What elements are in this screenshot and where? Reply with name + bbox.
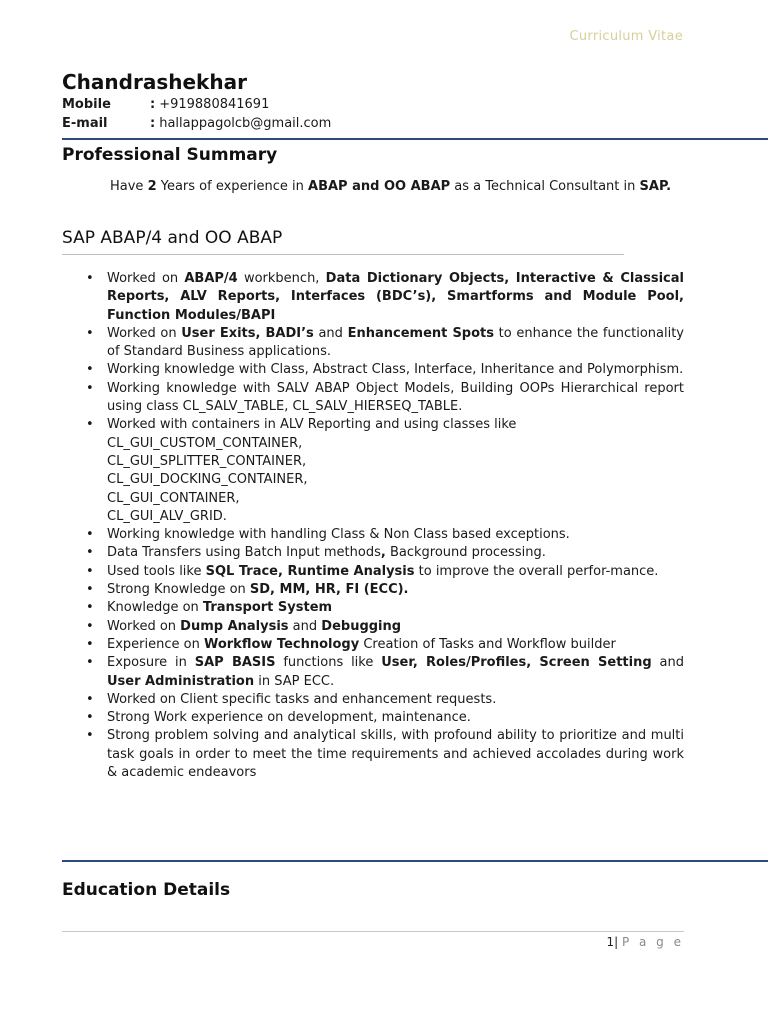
- sap-skills-list: [62, 270, 684, 782]
- mobile-value: +919880841691: [159, 97, 270, 112]
- skill-bullet: • Data Transfers using Batch Input methods, Background processing.: [62, 544, 684, 562]
- skill-bullet: • Strong Work experience on development, maintenance.: [62, 709, 684, 727]
- skill-bullet: • Worked on Client specific tasks and enhancement requests.: [62, 691, 684, 709]
- page-number: 1: [606, 935, 615, 949]
- skill-bullet: • Strong problem solving and analytical skills, with profound ability to prioritize and multi task goals in order to meet the time requirements and achieved accolades during work & academic endeavors: [62, 727, 684, 782]
- skill-bullet: • Working knowledge with handling Class & Non Class based exceptions.: [62, 526, 684, 544]
- professional-summary-heading: Professional Summary: [62, 145, 278, 165]
- section-divider: [62, 860, 768, 862]
- skill-bullet: • Used tools like SQL Trace, Runtime Analysis to improve the overall perfor-mance.: [62, 563, 684, 581]
- education-details-heading: Education Details: [62, 880, 231, 900]
- skill-bullet: • Worked on Dump Analysis and Debugging: [62, 618, 684, 636]
- header-divider: [62, 138, 768, 140]
- sap-heading-underline: [62, 254, 624, 255]
- sap-abap-heading: SAP ABAP/4 and OO ABAP: [62, 228, 283, 248]
- skill-bullet: • Working knowledge with SALV ABAP Object Models, Building OOPs Hierarchical report using class CL_SALV_TABLE, CL_SALV_HIERSEQ_TABLE.: [62, 380, 684, 417]
- email-label: E-mail: [62, 116, 108, 131]
- skill-bullet: • Exposure in SAP BASIS functions like User, Roles/Profiles, Screen Setting and User Administration in SAP ECC.: [62, 654, 684, 691]
- skill-bullet: • Worked with containers in ALV Reporting and using classes like CL_GUI_CUSTOM_CONTAINER, CL_GUI_SPLITTER_CONTAINER, CL_GUI_DOCKING_CONTAINER, CL_GUI_CONTAINER, CL_GUI_ALV_GRID.: [62, 416, 684, 526]
- page-label: P a g e: [621, 935, 684, 949]
- email-value: hallappagolcb@gmail.com: [159, 116, 332, 131]
- skill-bullet: • Knowledge on Transport System: [62, 599, 684, 617]
- candidate-name: Chandrashekhar: [62, 70, 247, 94]
- skill-bullet: • Worked on ABAP/4 workbench, Data Dictionary Objects, Interactive & Classical Reports, ALV Reports, Interfaces (BDC’s), Smartforms and Module Pool, Function Modules/BAPI: [62, 270, 684, 325]
- page-divider: |: [614, 935, 619, 949]
- mobile-separator: :: [150, 97, 156, 112]
- summary-paragraph: Have 2 Years of experience in ABAP and OO ABAP as a Technical Consultant in SAP.: [110, 179, 672, 194]
- skill-bullet: • Worked on User Exits, BADI’s and Enhancement Spots to enhance the functionality of Standard Business applications.: [62, 325, 684, 362]
- page-footer: [606, 935, 684, 949]
- skill-bullet: • Experience on Workflow Technology Creation of Tasks and Workflow builder: [62, 636, 684, 654]
- footer-divider: [62, 931, 684, 932]
- email-separator: :: [150, 116, 156, 131]
- document-header-label: Curriculum Vitae: [569, 29, 683, 44]
- mobile-row: [62, 97, 269, 112]
- mobile-label: Mobile: [62, 97, 111, 112]
- email-row: [62, 116, 331, 131]
- skill-bullet: • Strong Knowledge on SD, MM, HR, FI (ECC).: [62, 581, 684, 599]
- skill-bullet: • Working knowledge with Class, Abstract Class, Interface, Inheritance and Polymorphism.: [62, 361, 684, 379]
